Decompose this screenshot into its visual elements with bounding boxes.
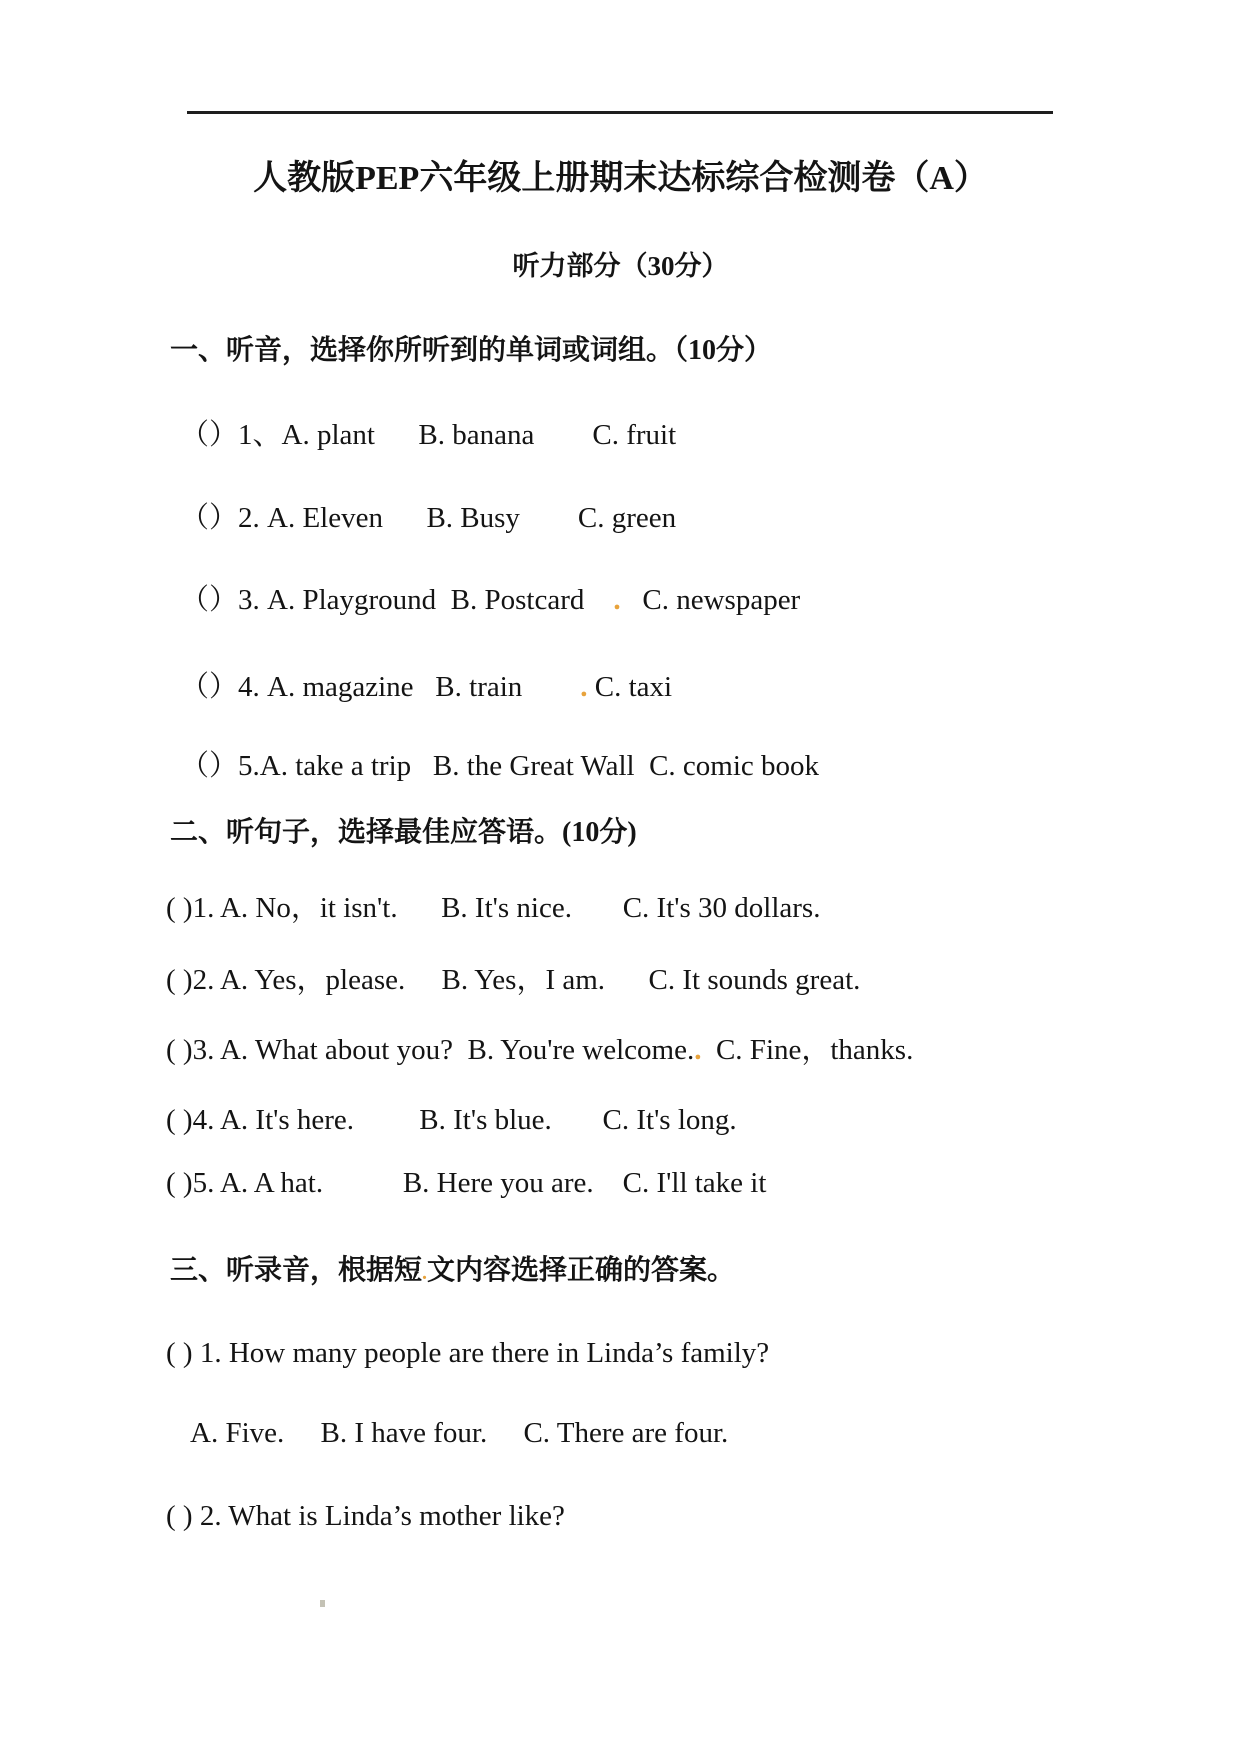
question-line-2-5	[166, 1166, 766, 1201]
question-text: ( )3. A. What about you? B. You're welcome.	[166, 1034, 695, 1066]
section3-heading	[170, 1254, 735, 1288]
header-rule	[187, 111, 1053, 114]
question-text: ( )5. A. A hat. B. Here you are. C. I'll take it	[166, 1167, 767, 1199]
question-line-1-4	[180, 670, 672, 705]
listening-part-title: 听力部分（30分）	[512, 251, 729, 281]
question-line-1-2	[180, 501, 676, 536]
question-text: ( )1. A. No，it isn't. B. It's nice. C. It's 30 dollars.	[166, 892, 821, 924]
question-line-1-3	[180, 583, 800, 618]
question-line-1-1	[180, 418, 676, 453]
question-text: ( ) 1. How many people are there in Linda’s family?	[166, 1337, 770, 1369]
question-text: （）1、A. plant B. banana C. fruit	[180, 419, 677, 451]
section2-heading: 二、听句子，选择最佳应答语。(10分)	[170, 817, 637, 848]
question-text: （）5.A. take a trip B. the Great Wall C. comic book	[180, 750, 820, 782]
section3-heading-text: 文内容选择正确的答案。	[427, 1255, 736, 1286]
question-text: C. newspaper	[620, 584, 801, 616]
question-text: （）4. A. magazine B. train	[180, 671, 581, 703]
stray-scan-artifact	[320, 1600, 325, 1607]
stray-dot-mark: .	[613, 584, 621, 616]
question-text: C. taxi	[587, 671, 673, 703]
stray-dot-mark: .	[422, 1262, 428, 1284]
stray-dot-mark: .	[694, 1034, 702, 1066]
question-line-1-5	[180, 749, 819, 784]
question-text: （）3. A. Playground B. Postcard	[180, 584, 614, 616]
question-line-3-1	[166, 1336, 769, 1371]
question-text: ( )2. A. Yes，please. B. Yes，I am. C. It sounds great.	[166, 964, 861, 996]
question-text: ( )4. A. It's here. B. It's blue. C. It's long.	[166, 1104, 737, 1136]
options-line-3-1	[190, 1416, 728, 1451]
options-text: A. Five. B. I have four. C. There are four.	[190, 1417, 729, 1449]
question-line-2-2	[166, 963, 860, 998]
question-line-2-4	[166, 1103, 737, 1138]
question-line-2-3	[166, 1033, 913, 1068]
section1-heading: 一、听音，选择你所听到的单词或词组。（10分）	[170, 335, 773, 366]
exam-title: 人教版PEP六年级上册期末达标综合检测卷（A）	[253, 160, 988, 197]
question-text: ( ) 2. What is Linda’s mother like?	[166, 1500, 565, 1532]
question-text: C. Fine，thanks.	[701, 1034, 914, 1066]
question-line-2-1	[166, 891, 820, 926]
section3-heading-text: 三、听录音，根据短	[170, 1255, 423, 1286]
question-text: （）2. A. Eleven B. Busy C. green	[180, 502, 677, 534]
stray-dot-mark: .	[580, 671, 588, 703]
question-line-3-2	[166, 1499, 565, 1534]
